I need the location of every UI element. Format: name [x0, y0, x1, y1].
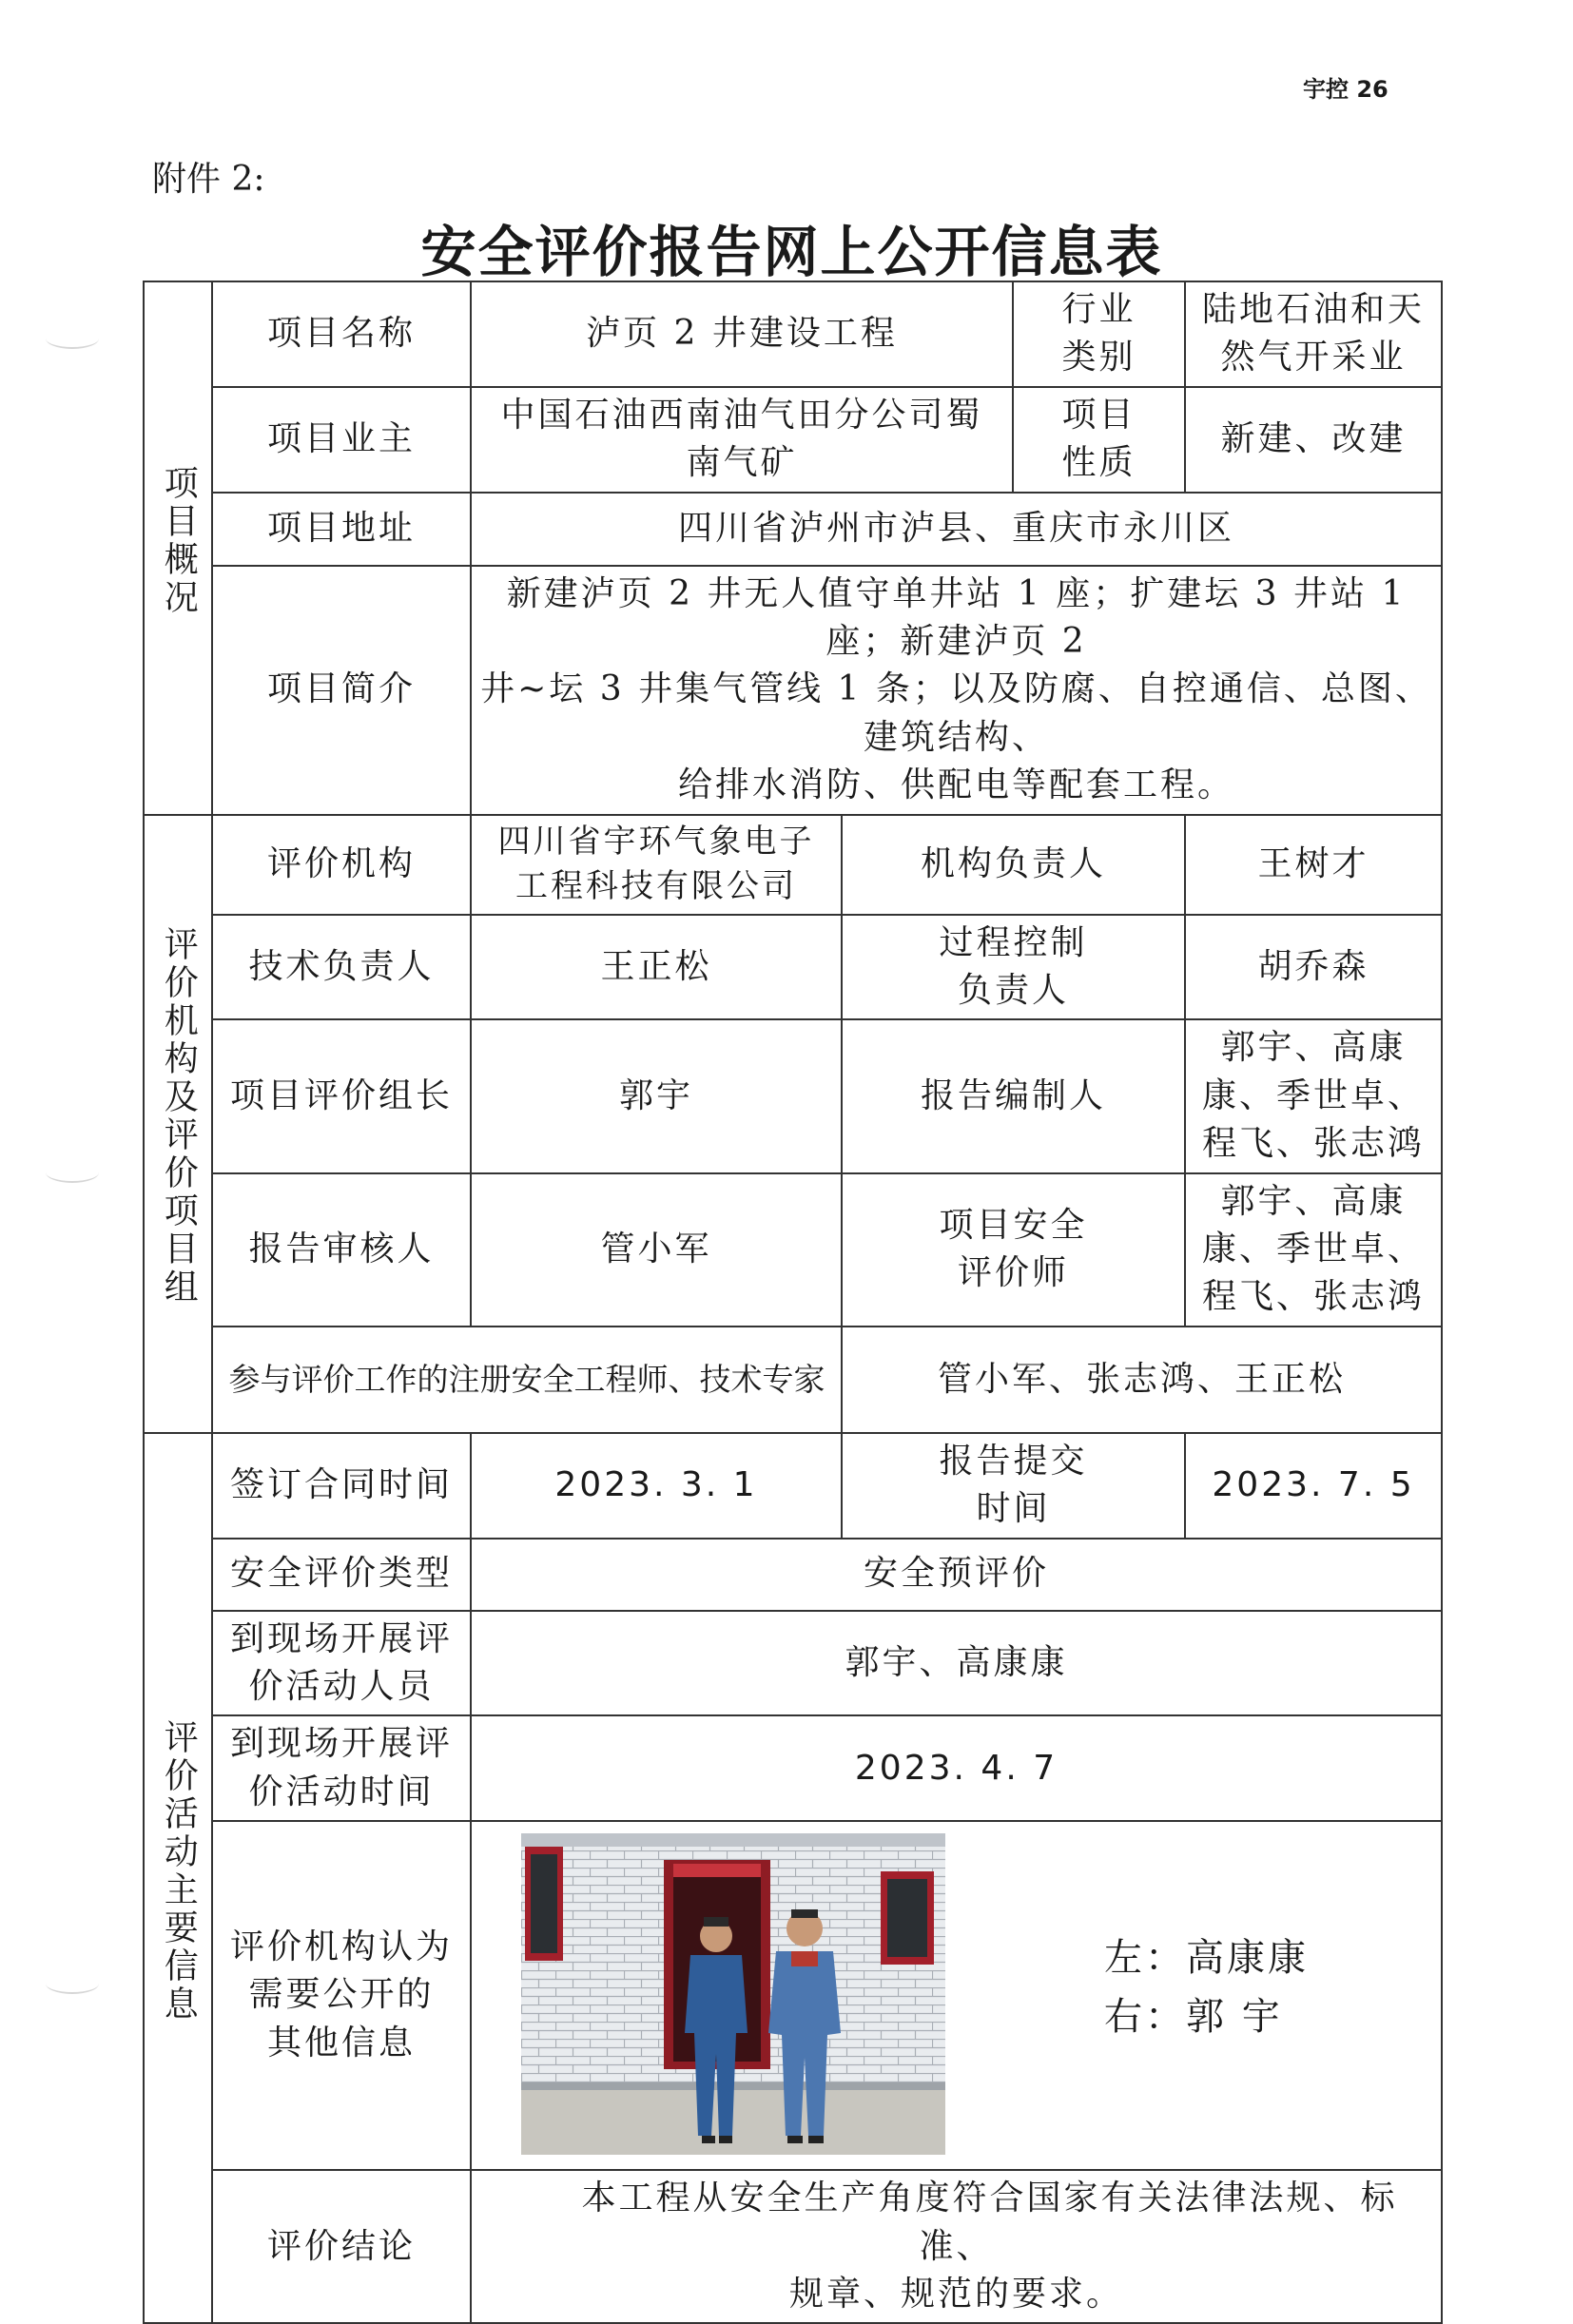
- value-eval-type: 安全预评价: [471, 1539, 1442, 1611]
- label-safety-assessor: 项目安全 评价师: [842, 1173, 1185, 1327]
- label-engineers: 参与评价工作的注册安全工程师、技术专家: [212, 1327, 842, 1433]
- label-reviewer: 报告审核人: [212, 1173, 471, 1327]
- label-conclusion: 评价结论: [212, 2170, 471, 2323]
- value-address: 四川省泸州市泸县、重庆市永川区: [471, 493, 1442, 566]
- photo-caption-left: 左：高康康: [1104, 1936, 1309, 1981]
- value-team-leader: 郭宇: [471, 1019, 842, 1172]
- value-conclusion: 本工程从安全生产角度符合国家有关法律法规、标准、 规章、规范的要求。: [471, 2170, 1442, 2323]
- document-code: 宇控 26: [1303, 76, 1389, 103]
- row-other-info: [144, 1821, 1442, 2170]
- value-brief: 新建泸页 2 井无人值守单井站 1 座；扩建坛 3 井站 1 座；新建泸页 2 井~坛 3 井集气管线 1 条；以及防腐、自控通信、总图、建筑结构、 给排水消防、供配电等配套工程。: [471, 566, 1442, 815]
- label-report-author: 报告编制人: [842, 1019, 1185, 1172]
- label-org-head: 机构负责人: [842, 815, 1185, 915]
- value-engineers: 管小军、张志鸿、王正松: [842, 1327, 1442, 1433]
- value-project-name: 泸页 2 井建设工程: [471, 281, 1013, 387]
- label-process-head: 过程控制 负责人: [842, 915, 1185, 1020]
- value-contract-date: 2023. 3. 1: [471, 1433, 842, 1539]
- row-site-staff: [144, 1611, 1442, 1716]
- label-team-leader: 项目评价组长: [212, 1019, 471, 1172]
- row-eval-type: [144, 1539, 1442, 1611]
- page-title: 安全评价报告网上公开信息表: [420, 220, 1163, 284]
- attachment-label: 附件 2:: [152, 160, 265, 199]
- punch-hole-mark: [46, 1162, 99, 1183]
- label-submit-date: 报告提交 时间: [842, 1433, 1185, 1539]
- label-industry: 行业 类别: [1013, 281, 1185, 387]
- section-overview: 项目概况: [144, 281, 212, 815]
- section-activity: 评价活动主要信息: [144, 1433, 212, 2324]
- label-brief: 项目简介: [212, 566, 471, 815]
- row-address: [144, 493, 1442, 566]
- row-org: [144, 815, 1442, 915]
- section-org: 评价机构及评价项目组: [144, 815, 212, 1433]
- label-nature: 项目 性质: [1013, 387, 1185, 493]
- value-tech-head: 王正松: [471, 915, 842, 1020]
- row-owner: [144, 387, 1442, 493]
- row-brief: [144, 566, 1442, 815]
- site-photo: [521, 1833, 945, 2155]
- value-org-name: 四川省宇环气象电子 工程科技有限公司: [471, 815, 842, 915]
- row-engineers: [144, 1327, 1442, 1433]
- label-eval-type: 安全评价类型: [212, 1539, 471, 1611]
- label-address: 项目地址: [212, 493, 471, 566]
- punch-hole-mark: [46, 1973, 99, 1994]
- value-process-head: 胡乔森: [1185, 915, 1442, 1020]
- value-nature: 新建、改建: [1185, 387, 1442, 493]
- value-org-head: 王树才: [1185, 815, 1442, 915]
- value-site-staff: 郭宇、高康康: [471, 1611, 1442, 1716]
- row-reviewer: [144, 1173, 1442, 1327]
- row-tech-head: [144, 915, 1442, 1020]
- row-project-name: [144, 281, 1442, 387]
- punch-hole-mark: [46, 328, 99, 349]
- label-contract-date: 签订合同时间: [212, 1433, 471, 1539]
- value-site-time: 2023. 4. 7: [471, 1715, 1442, 1821]
- value-owner: 中国石油西南油气田分公司蜀 南气矿: [471, 387, 1013, 493]
- value-report-author: 郭宇、高康康、季世卓、 程飞、张志鸿: [1185, 1019, 1442, 1172]
- photo-caption: [1104, 1928, 1309, 2046]
- site-photo-drawing: [521, 1833, 945, 2155]
- label-project-name: 项目名称: [212, 281, 471, 387]
- label-site-time: 到现场开展评 价活动时间: [212, 1715, 471, 1821]
- label-tech-head: 技术负责人: [212, 915, 471, 1020]
- info-table: [143, 281, 1443, 2324]
- value-industry: 陆地石油和天 然气开采业: [1185, 281, 1442, 387]
- value-safety-assessor: 郭宇、高康康、季世卓、 程飞、张志鸿: [1185, 1173, 1442, 1327]
- row-conclusion: [144, 2170, 1442, 2323]
- label-owner: 项目业主: [212, 387, 471, 493]
- label-site-staff: 到现场开展评 价活动人员: [212, 1611, 471, 1716]
- label-other-info: 评价机构认为 需要公开的 其他信息: [212, 1821, 471, 2170]
- row-contract-date: [144, 1433, 1442, 1539]
- value-submit-date: 2023. 7. 5: [1185, 1433, 1442, 1539]
- other-info-cell: [471, 1821, 1442, 2170]
- row-site-time: [144, 1715, 1442, 1821]
- row-team-leader: [144, 1019, 1442, 1172]
- photo-caption-right: 右：郭 宇: [1104, 1995, 1283, 2040]
- value-reviewer: 管小军: [471, 1173, 842, 1327]
- label-org-name: 评价机构: [212, 815, 471, 915]
